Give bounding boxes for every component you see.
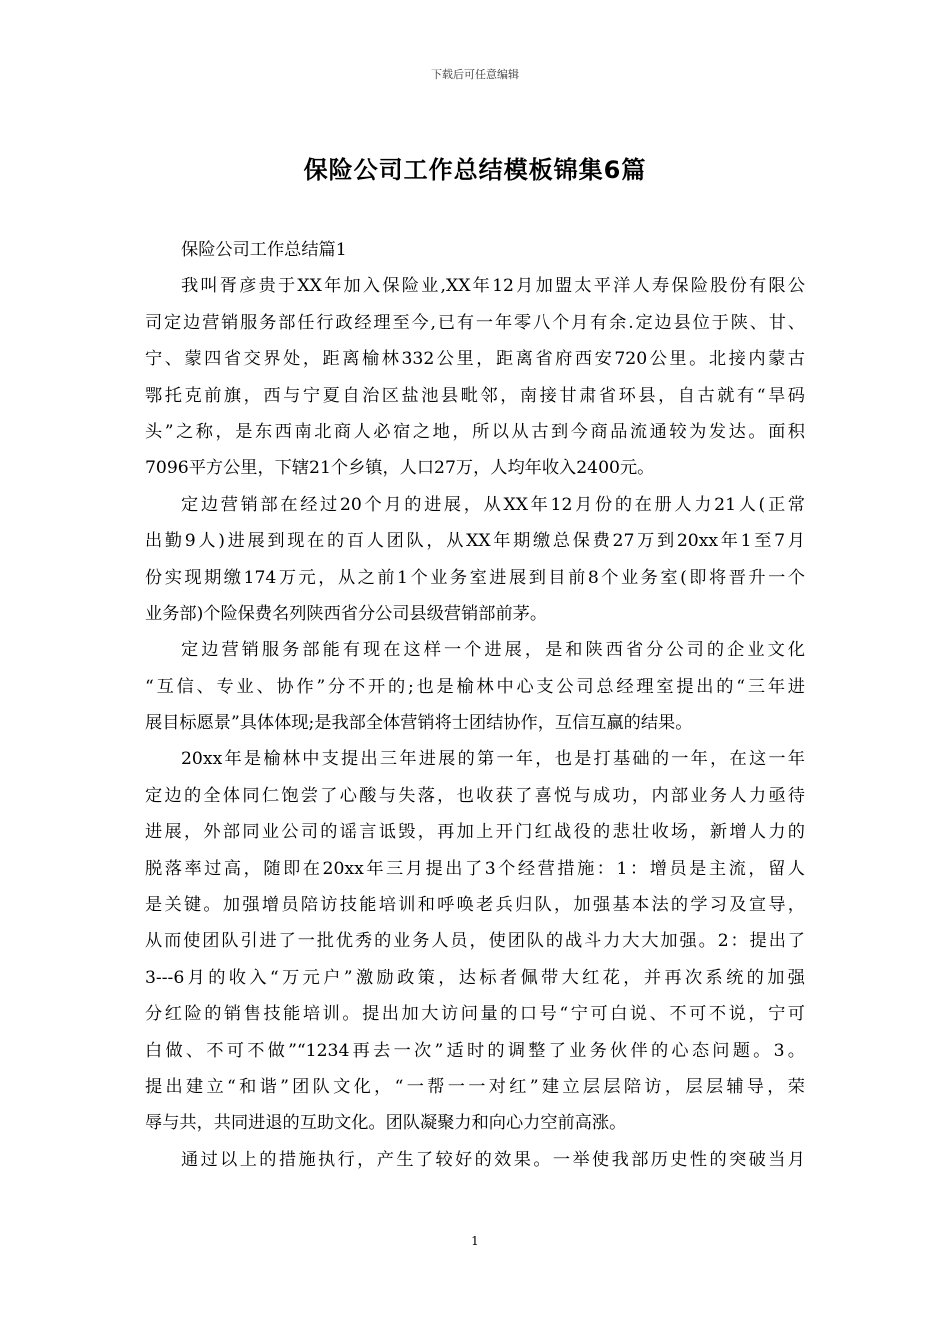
document-title: 保险公司工作总结模板锦集6篇 [303,156,647,184]
document-body [145,232,805,1178]
text-line: 定边营销服务部能有现在这样一个进展，是和陕西省分公司的企业文化 [181,640,805,661]
text-line: 宁、蒙四省交界处，距离榆林332公里，距离省府西安720公里。北接内蒙古 [145,349,805,370]
text-line: 通过以上的措施执行，产生了较好的效果。一举使我部历史性的突破当月 [181,1149,805,1170]
text-line: 7096平方公里，下辖21个乡镇，人口27万，人均年收入2400元。 [145,458,655,479]
text-line: 业务部)个险保费名列陕西省分公司县级营销部前茅。 [145,603,548,624]
text-line: 鄂托克前旗，西与宁夏自治区盐池县毗邻，南接甘肃省环县，自古就有“旱码 [145,385,805,406]
text-line: 白做、不可不做”“1234再去一次”适时的调整了业务伙伴的心态问题。3。 [145,1040,805,1061]
text-line: 3---6月的收入“万元户”激励政策，达标者佩带大红花，并再次系统的加强 [145,967,805,988]
text-line: 分红险的销售技能培训。提出加大访问量的口号“宁可白说、不可不说，宁可 [145,1004,805,1025]
text-line: 20xx年是榆林中支提出三年进展的第一年，也是打基础的一年，在这一年 [181,749,805,770]
text-line: 保险公司工作总结篇1 [181,240,347,260]
text-line: 出勤9人)进展到现在的百人团队，从XX年期缴总保费27万到20xx年1至7月 [145,531,805,552]
text-line: 定边营销部在经过20个月的进展，从XX年12月份的在册人力21人(正常 [181,494,805,515]
text-line: “互信、专业、协作”分不开的;也是榆林中心支公司总经理室提出的“三年进 [145,676,805,697]
text-line: 是关键。加强增员陪访技能培训和呼唤老兵归队，加强基本法的学习及宣导， [145,895,805,916]
page-number: 1 [471,1234,479,1248]
text-line: 展目标愿景”具体体现;是我部全体营销将士团结协作，互信互赢的结果。 [145,713,693,734]
text-line: 提出建立“和谐”团队文化，“一帮一一对红”建立层层陪访，层层辅导，荣 [145,1076,805,1097]
text-line: 从而使团队引进了一批优秀的业务人员，使团队的战斗力大大加强。2：提出了 [145,931,805,952]
text-line: 头”之称，是东西南北商人必宿之地，所以从古到今商品流通较为发达。面积 [145,421,805,442]
text-line: 脱落率过高，随即在20xx年三月提出了3个经营措施：1：增员是主流，留人 [145,858,805,879]
text-line: 我叫胥彦贵于XX年加入保险业,XX年12月加盟太平洋人寿保险股份有限公 [181,276,805,297]
text-line: 辱与共，共同进退的互助文化。团队凝聚力和向心力空前高涨。 [145,1113,627,1134]
page-header: 下载后可任意编辑 [431,68,519,81]
text-line: 司定边营销服务部任行政经理至今,已有一年零八个月有余.定边县位于陕、甘、 [145,312,805,333]
text-line: 定边的全体同仁饱尝了心酸与失落，也收获了喜悦与成功，内部业务人力亟待 [145,785,805,806]
text-line: 进展，外部同业公司的谣言诋毁，再加上开门红战役的悲壮收场，新增人力的 [145,822,805,843]
text-line: 份实现期缴174万元，从之前1个业务室进展到目前8个业务室(即将晋升一个 [145,567,805,588]
